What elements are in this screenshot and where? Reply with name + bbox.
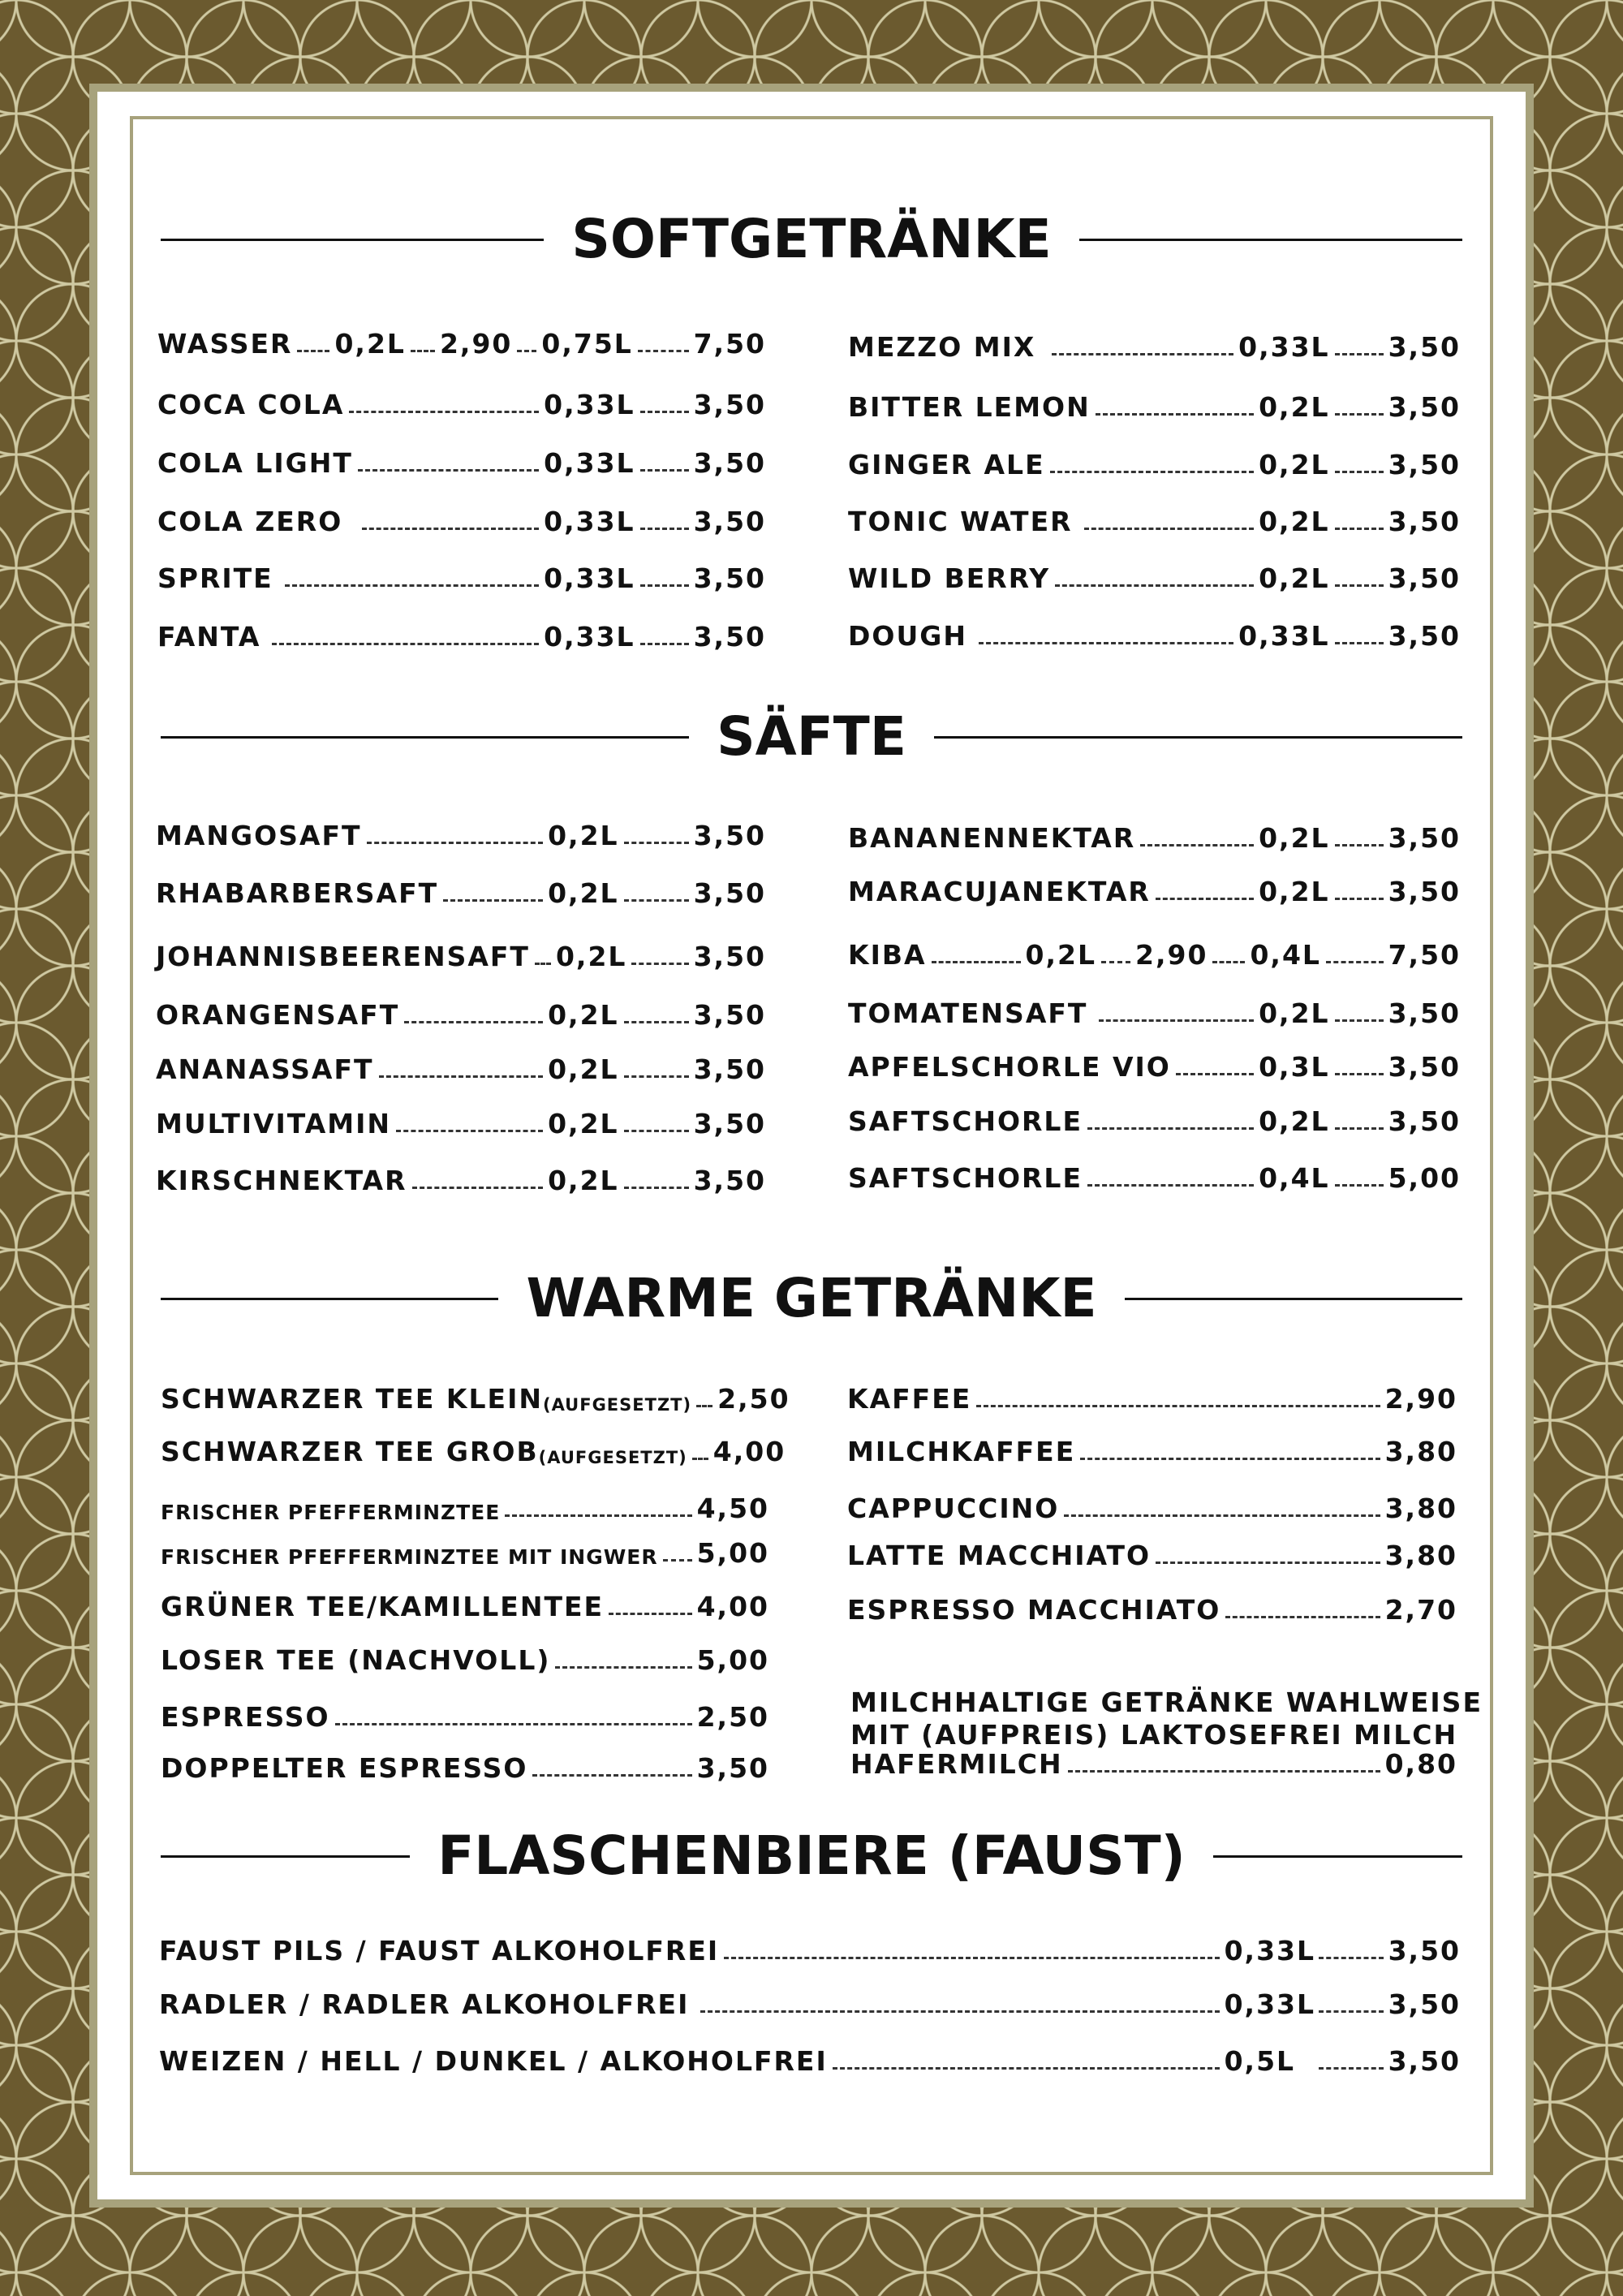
dot-leader xyxy=(1055,584,1254,587)
item-price: 3,50 xyxy=(693,447,766,479)
item-price: 3,50 xyxy=(693,877,766,909)
item-name: FAUST PILS / FAUST ALKOHOLFREI xyxy=(159,1935,720,1966)
dot-leader xyxy=(1068,1770,1380,1773)
dot-leader xyxy=(1335,1127,1384,1130)
item-name: ESPRESSO xyxy=(161,1701,330,1733)
dot-leader xyxy=(1225,1616,1380,1618)
item-name: SAFTSCHORLE xyxy=(848,1162,1083,1194)
item-price: 3,50 xyxy=(1388,331,1461,363)
section-title: WARME GETRÄNKE xyxy=(526,1267,1097,1329)
dot-leader xyxy=(1099,1019,1254,1022)
item-price: 5,00 xyxy=(696,1644,769,1676)
item-volume: 0,33L xyxy=(1238,331,1330,363)
dot-leader xyxy=(696,1405,712,1407)
item-volume: 0,2L xyxy=(548,1053,619,1085)
saefte-right-column xyxy=(848,813,1461,1203)
dot-leader xyxy=(411,350,435,352)
item-volume: 0,2L xyxy=(548,877,619,909)
dot-leader xyxy=(624,1187,689,1189)
dot-leader xyxy=(1080,1458,1380,1460)
item-volume: 0,2L xyxy=(548,1165,619,1196)
menu-item xyxy=(161,1528,769,1569)
item-volume: 0,2L xyxy=(1259,391,1330,423)
dot-leader xyxy=(1212,961,1245,963)
section-title: FLASCHENBIERE (FAUST) xyxy=(437,1824,1186,1887)
menu-item xyxy=(156,868,766,909)
menu-item xyxy=(161,1427,786,1467)
dot-leader xyxy=(535,963,551,965)
dot-leader xyxy=(624,842,689,844)
item-price: 3,80 xyxy=(1384,1493,1457,1524)
menu-item xyxy=(156,1156,766,1196)
dot-leader xyxy=(1335,584,1384,587)
item-volume: 0,2L xyxy=(1259,822,1330,854)
softgetraenke-right-column xyxy=(848,322,1461,663)
divider-line xyxy=(1079,239,1462,241)
dot-leader xyxy=(833,2067,1220,2070)
dot-leader xyxy=(412,1187,544,1189)
dot-leader xyxy=(979,642,1233,644)
milk-note-line-1: MILCHHALTIGE GETRÄNKE WAHLWEISE xyxy=(850,1686,1483,1718)
item-volume: 0,2L xyxy=(548,999,619,1031)
item-name: SPRITE xyxy=(157,562,273,594)
dot-leader xyxy=(532,1774,691,1777)
menu-item xyxy=(848,554,1461,594)
dot-leader xyxy=(724,1957,1219,1959)
item-price: 4,00 xyxy=(696,1591,769,1622)
item-name: BITTER LEMON xyxy=(848,391,1091,423)
item-volume: 0,2L xyxy=(1025,939,1097,971)
menu-item xyxy=(847,1585,1457,1626)
item-volume: 0,33L xyxy=(1238,620,1330,652)
item-name: DOPPELTER ESPRESSO xyxy=(161,1752,528,1784)
menu-item xyxy=(157,380,766,420)
item-volume: 0,2L xyxy=(548,1108,619,1139)
item-volume: 0,33L xyxy=(544,506,635,537)
item-price: 3,50 xyxy=(1388,620,1461,652)
item-name: KIRSCHNEKTAR xyxy=(156,1165,407,1196)
dot-leader xyxy=(1319,2067,1384,2070)
item-volume: 0,75L xyxy=(541,328,633,360)
item-price: 3,50 xyxy=(1388,506,1461,537)
menu-item xyxy=(157,612,766,653)
dot-leader xyxy=(1087,1184,1254,1187)
item-volume: 0,2L xyxy=(1259,876,1330,907)
item-name: RADLER / RADLER ALKOHOLFREI xyxy=(159,1988,690,2020)
dot-leader xyxy=(624,899,689,902)
item-volume: 0,2L xyxy=(548,820,619,851)
dot-leader xyxy=(663,1559,692,1562)
item-volume: 0,2L xyxy=(1259,997,1330,1029)
dot-leader xyxy=(1335,471,1384,473)
item-note: (AUFGESETZT) xyxy=(542,1395,692,1415)
dot-leader xyxy=(1101,961,1130,963)
item-volume: 0,33L xyxy=(1224,1935,1316,1966)
dot-leader xyxy=(1084,528,1255,530)
menu-item xyxy=(161,1635,769,1676)
divider-line xyxy=(934,736,1462,739)
menu-item xyxy=(156,1099,766,1139)
dot-leader xyxy=(1052,353,1233,355)
item-volume: 0,33L xyxy=(544,447,635,479)
menu-item xyxy=(848,382,1461,423)
dot-leader xyxy=(1087,1127,1254,1130)
dot-leader xyxy=(555,1666,691,1669)
item-name: FRISCHER PFEFFERMINZTEE MIT INGWER xyxy=(161,1545,658,1569)
item-name: GINGER ALE xyxy=(848,449,1045,480)
section-title: SÄFTE xyxy=(717,705,906,768)
item-volume: 0,4L xyxy=(1250,939,1321,971)
item-price: 3,50 xyxy=(693,506,766,537)
dot-leader xyxy=(396,1130,543,1132)
dot-leader xyxy=(976,1405,1380,1407)
milk-note-line-2: MIT (AUFPREIS) LAKTOSEFREI MILCH xyxy=(850,1719,1458,1751)
item-price: 3,50 xyxy=(693,941,766,972)
dot-leader xyxy=(1096,413,1254,416)
section-header-warme-getraenke xyxy=(161,1262,1462,1335)
item-price: 3,50 xyxy=(693,562,766,594)
item-volume: 0,33L xyxy=(544,389,635,420)
menu-item xyxy=(157,497,766,537)
dot-leader xyxy=(367,842,544,844)
menu-item xyxy=(847,1427,1457,1467)
item-price: 2,50 xyxy=(717,1383,790,1415)
dot-leader xyxy=(638,350,689,352)
item-price: 3,50 xyxy=(693,389,766,420)
item-name: SCHWARZER TEE KLEIN xyxy=(161,1383,543,1415)
item-price: 4,00 xyxy=(712,1436,786,1467)
item-name: WILD BERRY xyxy=(848,562,1051,594)
dot-leader xyxy=(358,469,539,472)
item-price: 3,50 xyxy=(693,1165,766,1196)
item-price: 3,50 xyxy=(1388,1105,1461,1137)
dot-leader xyxy=(379,1075,544,1078)
item-price: 7,50 xyxy=(1388,939,1461,971)
menu-item xyxy=(159,2036,1461,2077)
item-price: 3,50 xyxy=(1388,1988,1461,2020)
item-volume: 0,33L xyxy=(544,621,635,653)
item-name: MULTIVITAMIN xyxy=(156,1108,392,1139)
dot-leader xyxy=(1326,961,1384,963)
dot-leader xyxy=(1064,1514,1380,1517)
dot-leader xyxy=(624,1075,689,1078)
item-name: JOHANNISBEERENSAFT xyxy=(156,941,530,972)
menu-item xyxy=(156,811,766,851)
item-price: 3,80 xyxy=(1384,1540,1457,1571)
item-price: 3,50 xyxy=(1388,391,1461,423)
milk-surcharge xyxy=(850,1739,1457,1788)
menu-item xyxy=(156,1045,766,1085)
divider-line xyxy=(1213,1855,1462,1858)
menu-item xyxy=(161,1692,769,1733)
item-volume: 0,33L xyxy=(1224,1988,1316,2020)
item-name: APFELSCHORLE VIO xyxy=(848,1051,1171,1083)
dot-leader xyxy=(443,899,543,902)
item-price: 3,50 xyxy=(1388,997,1461,1029)
dot-leader xyxy=(1050,471,1254,473)
item-price: 2,70 xyxy=(1384,1594,1457,1626)
item-price: 3,50 xyxy=(1388,1935,1461,1966)
dot-leader xyxy=(1335,1019,1384,1022)
menu-item xyxy=(848,440,1461,480)
section-header-flaschenbiere xyxy=(161,1820,1462,1893)
item-name: COLA LIGHT xyxy=(157,447,353,479)
item-volume: 0,2L xyxy=(1259,449,1330,480)
dot-leader xyxy=(1319,2010,1384,2013)
menu-item xyxy=(161,1743,769,1784)
divider-line xyxy=(1125,1298,1462,1300)
dot-leader xyxy=(335,1723,692,1725)
item-name: MARACUJANEKTAR xyxy=(848,876,1151,907)
dot-leader xyxy=(640,584,689,587)
item-price: 3,50 xyxy=(693,1108,766,1139)
dot-leader xyxy=(640,528,689,530)
dot-leader xyxy=(285,584,539,587)
item-name: LATTE MACCHIATO xyxy=(847,1540,1152,1571)
section-header-saefte xyxy=(161,700,1462,773)
dot-leader xyxy=(404,1021,543,1023)
item-price: 2,50 xyxy=(696,1701,769,1733)
item-name: TONIC WATER xyxy=(848,506,1073,537)
dot-leader xyxy=(624,1130,689,1132)
dot-leader xyxy=(1335,353,1384,355)
item-price: 2,90 xyxy=(1384,1383,1457,1415)
dot-leader xyxy=(640,469,689,472)
item-price: 3,50 xyxy=(1388,822,1461,854)
item-name: RHABARBERSAFT xyxy=(156,877,439,909)
item-name: SCHWARZER TEE GROB xyxy=(161,1436,539,1467)
dot-leader xyxy=(1335,413,1384,416)
item-price: 5,00 xyxy=(696,1537,769,1569)
menu-item xyxy=(161,1582,769,1622)
divider-line xyxy=(161,1298,498,1300)
menu-item xyxy=(850,1739,1457,1780)
dot-leader xyxy=(1156,1562,1380,1564)
item-name: WASSER xyxy=(157,328,293,360)
menu-item xyxy=(157,319,766,360)
dot-leader xyxy=(1335,898,1384,900)
item-price: 2,90 xyxy=(439,328,513,360)
item-name: MEZZO MIX xyxy=(848,331,1036,363)
divider-line xyxy=(161,736,689,739)
warme-getraenke-left-column xyxy=(161,1374,790,1893)
menu-item xyxy=(848,611,1461,652)
item-price: 3,50 xyxy=(1388,876,1461,907)
menu-item xyxy=(157,438,766,479)
dot-leader xyxy=(505,1514,691,1517)
item-volume: 0,2L xyxy=(555,941,627,972)
menu-item xyxy=(156,932,766,972)
menu-item xyxy=(161,1374,790,1415)
item-price: 3,50 xyxy=(693,820,766,851)
menu-item xyxy=(848,497,1461,537)
item-name: DOUGH xyxy=(848,620,967,652)
item-volume: 0,2L xyxy=(1259,562,1330,594)
item-volume: 0,4L xyxy=(1259,1162,1330,1194)
warme-getraenke-right-column xyxy=(847,1374,1457,1699)
item-name: HAFERMILCH xyxy=(850,1748,1063,1780)
item-name: MANGOSAFT xyxy=(156,820,362,851)
item-name: ORANGENSAFT xyxy=(156,999,400,1031)
item-name: ANANASSAFT xyxy=(156,1053,374,1085)
item-name: CAPPUCCINO xyxy=(847,1493,1060,1524)
item-name: WEIZEN / HELL / DUNKEL / ALKOHOLFREI xyxy=(159,2045,828,2077)
softgetraenke-left-column xyxy=(157,319,766,660)
item-price: 3,50 xyxy=(1388,1051,1461,1083)
item-name: MILCHKAFFEE xyxy=(847,1436,1076,1467)
menu-item xyxy=(847,1374,1457,1415)
dot-leader xyxy=(932,961,1021,963)
dot-leader xyxy=(1156,898,1254,900)
item-price: 3,50 xyxy=(1388,2045,1461,2077)
dot-leader xyxy=(1335,642,1384,644)
menu-content xyxy=(89,84,1534,2208)
dot-leader xyxy=(1335,1073,1384,1075)
item-volume: 0,2L xyxy=(334,328,406,360)
menu-item xyxy=(159,1926,1461,1966)
item-name: COLA ZERO xyxy=(157,506,343,537)
item-name: KIBA xyxy=(848,939,927,971)
menu-item xyxy=(847,1531,1457,1571)
flaschenbiere-list xyxy=(159,1926,1461,2104)
item-name: SAFTSCHORLE xyxy=(848,1105,1083,1137)
menu-item xyxy=(848,930,1461,971)
dot-leader xyxy=(1319,1957,1384,1959)
item-name: FANTA xyxy=(157,621,261,653)
menu-item xyxy=(848,322,1461,363)
menu-item xyxy=(848,867,1461,907)
section-title: SOFTGETRÄNKE xyxy=(571,208,1052,270)
dot-leader xyxy=(1335,528,1384,530)
item-name: GRÜNER TEE/KAMILLENTEE xyxy=(161,1591,605,1622)
divider-line xyxy=(161,239,544,241)
menu-item xyxy=(161,1484,769,1524)
dot-leader xyxy=(517,350,536,352)
item-price: 3,50 xyxy=(693,999,766,1031)
dot-leader xyxy=(1176,1073,1254,1075)
item-note: (AUFGESETZT) xyxy=(538,1448,687,1467)
dot-leader xyxy=(631,963,688,965)
item-volume: 0,33L xyxy=(544,562,635,594)
item-price: 3,50 xyxy=(693,621,766,653)
item-name: ESPRESSO MACCHIATO xyxy=(847,1594,1221,1626)
menu-item xyxy=(847,1484,1457,1524)
dot-leader xyxy=(624,1021,689,1023)
item-name: KAFFEE xyxy=(847,1383,972,1415)
dot-leader xyxy=(700,2010,1219,2013)
section-header-softgetraenke xyxy=(161,203,1462,276)
item-price: 2,90 xyxy=(1135,939,1208,971)
item-name: BANANENNEKTAR xyxy=(848,822,1136,854)
dot-leader xyxy=(362,528,539,530)
item-price: 5,00 xyxy=(1388,1162,1461,1194)
dot-leader xyxy=(272,643,539,645)
item-volume: 0,3L xyxy=(1259,1051,1330,1083)
dot-leader xyxy=(1335,844,1384,846)
menu-item xyxy=(159,1979,1461,2020)
item-price: 3,50 xyxy=(693,1053,766,1085)
dot-leader xyxy=(640,411,689,413)
item-price: 3,50 xyxy=(1388,562,1461,594)
item-volume: 0,5L xyxy=(1224,2045,1296,2077)
dot-leader xyxy=(609,1613,692,1615)
menu-item xyxy=(157,554,766,594)
dot-leader xyxy=(1140,844,1254,846)
dot-leader xyxy=(297,350,329,352)
menu-item xyxy=(848,989,1461,1029)
dot-leader xyxy=(640,643,689,645)
item-price: 3,50 xyxy=(696,1752,769,1784)
item-volume: 0,2L xyxy=(1259,506,1330,537)
menu-item xyxy=(848,1042,1461,1083)
menu-item xyxy=(848,1153,1461,1194)
dot-leader xyxy=(349,411,539,413)
item-price: 4,50 xyxy=(696,1493,769,1524)
menu-card xyxy=(89,84,1534,2208)
item-name: FRISCHER PFEFFERMINZTEE xyxy=(161,1501,501,1524)
dot-leader xyxy=(1335,1184,1384,1187)
saefte-left-column xyxy=(156,811,766,1200)
item-price: 0,80 xyxy=(1384,1748,1457,1780)
menu-item xyxy=(848,1096,1461,1137)
item-price: 3,50 xyxy=(1388,449,1461,480)
item-price: 7,50 xyxy=(693,328,766,360)
item-name: COCA COLA xyxy=(157,389,345,420)
divider-line xyxy=(161,1855,410,1858)
item-name: TOMATENSAFT xyxy=(848,997,1088,1029)
item-price: 3,80 xyxy=(1384,1436,1457,1467)
menu-item xyxy=(156,990,766,1031)
menu-item xyxy=(848,813,1461,854)
dot-leader xyxy=(692,1458,708,1460)
item-name: LOSER TEE (NACHVOLL) xyxy=(161,1644,551,1676)
item-volume: 0,2L xyxy=(1259,1105,1330,1137)
